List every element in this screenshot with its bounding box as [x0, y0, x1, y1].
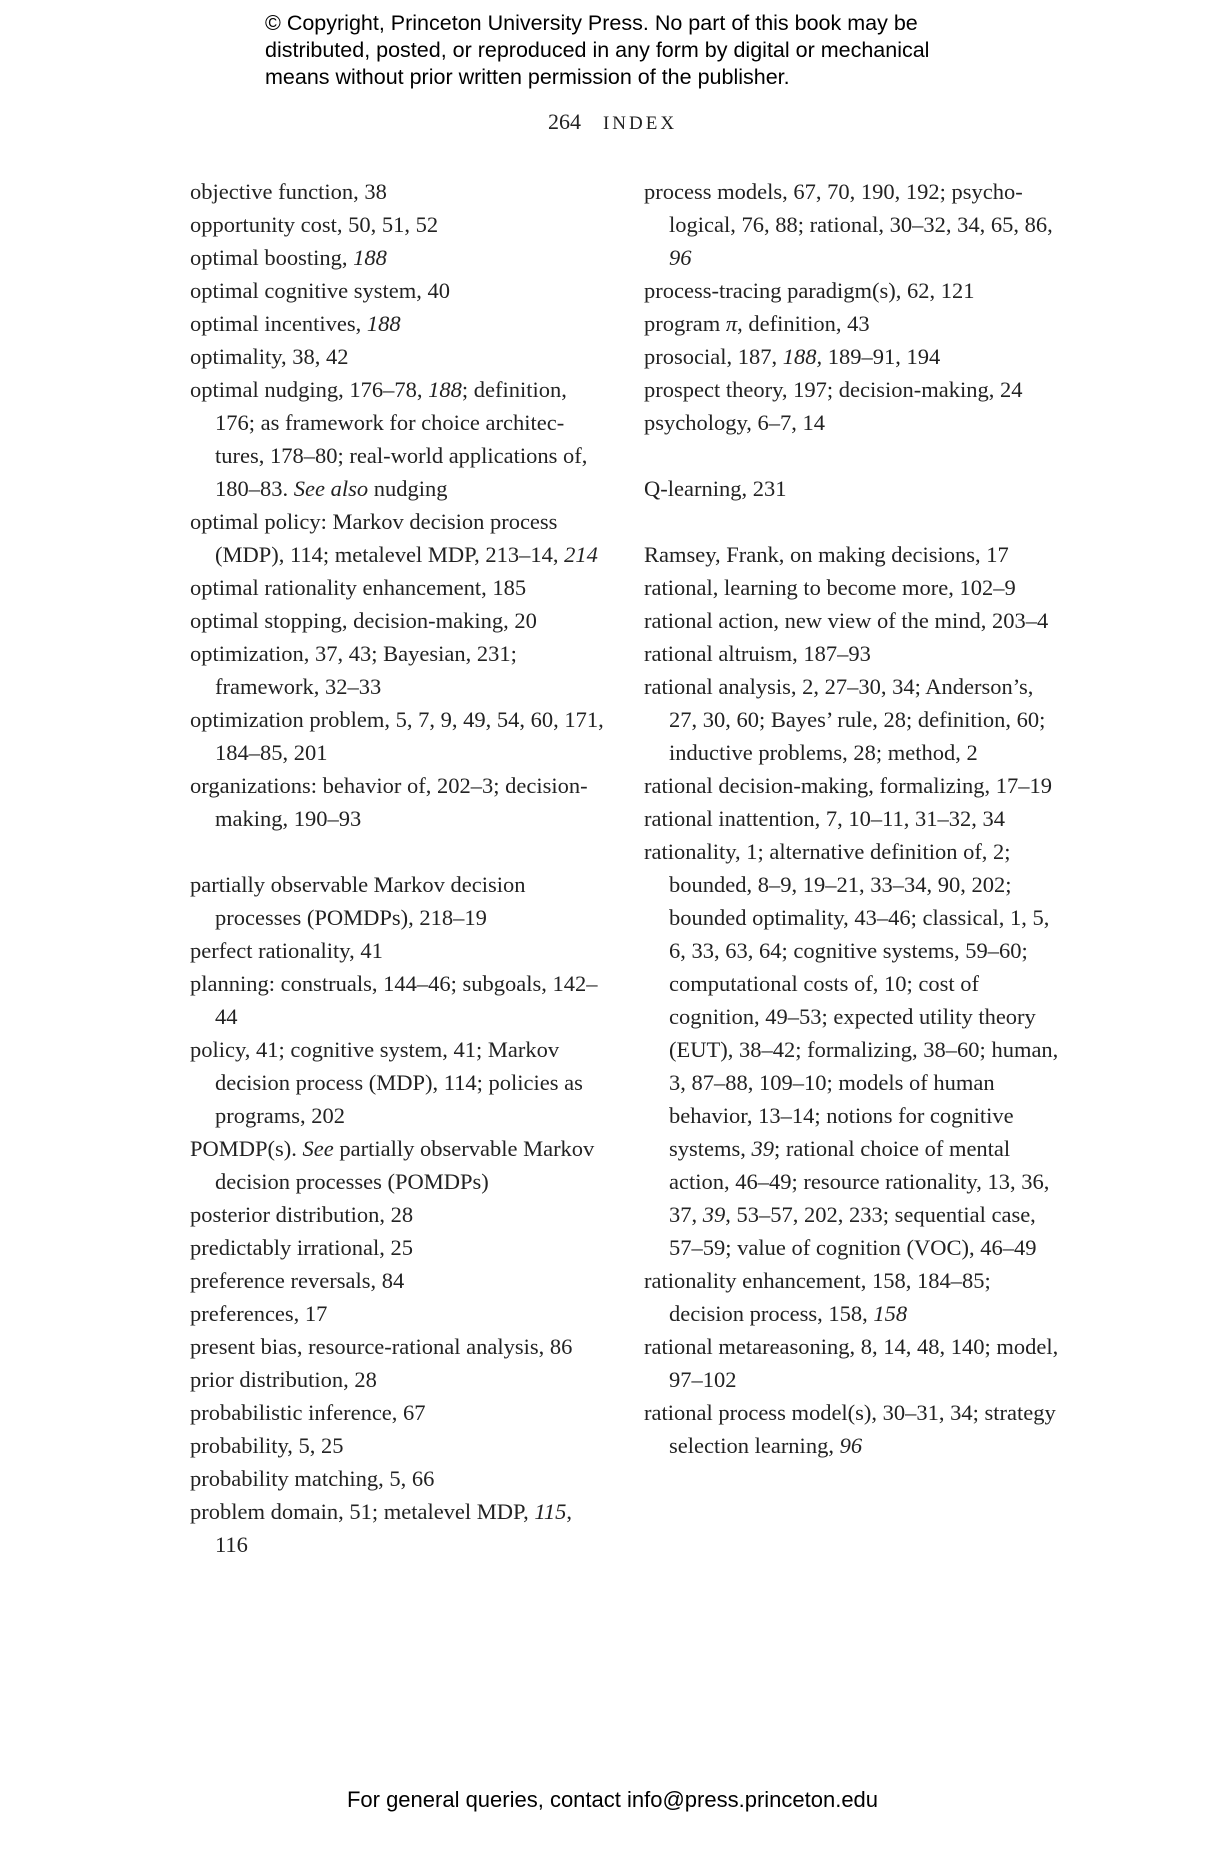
index-entry: rational decision-making, formalizing, 17–19 — [644, 773, 1053, 798]
index-entry: rational action, new view of the mind, 203–4 — [644, 608, 1049, 633]
index-entry: probabilistic inference, 67 — [190, 1400, 426, 1425]
index-entry: probability, 5, 25 — [190, 1433, 344, 1458]
index-entry: psychology, 6–7, 14 — [644, 410, 826, 435]
index-entry: optimal rationality enhancement, 185 — [190, 575, 527, 600]
index-entry: Q-learning, 231 — [644, 476, 787, 501]
index-entry: organizations: behavior of, 202–3; decision-making, 190–93 — [190, 773, 588, 831]
running-head — [0, 108, 1225, 138]
index-entry: optimal policy: Markov decision process (MDP), 114; metalevel MDP, 213–14, 214 — [190, 509, 598, 567]
index-entry: optimization, 37, 43; Bayesian, 231; framework, 32–33 — [190, 641, 517, 699]
index-entry: perfect rationality, 41 — [190, 938, 383, 963]
index-entry: present bias, resource-rational analysis, 86 — [190, 1334, 573, 1359]
index-entry: rationality, 1; alternative definition of, 2; bounded, 8–9, 19–21, 33–34, 90, 202; bounded optimality, 43–46; classical, 1, 5, 6, 33, 63, 64; cognitive systems, 59–60; computational costs of, 10; cost of cognition, 49–53; expected utility theory (EUT), 38–42; formalizing, 38–60; human, 3, 87–88, 109–10; models of human behavior, 13–14; notions for cognitive systems, 39; rational choice of mental action, 46–49; resource rationality, 13, 36, 37, 39, 53–57, 202, 233; sequential case, 57–59; value of cognition (VOC), 46–49 — [644, 839, 1059, 1260]
index-entry: process models, 67, 70, 190, 192; psychological, 76, 88; rational, 30–32, 34, 65, 86, 96 — [644, 179, 1053, 270]
index-entry: posterior distribution, 28 — [190, 1202, 414, 1227]
index-entry: prosocial, 187, 188, 189–91, 194 — [644, 344, 941, 369]
index-entry: opportunity cost, 50, 51, 52 — [190, 212, 439, 237]
index-entry: rational altruism, 187–93 — [644, 641, 871, 666]
index-entry: optimization problem, 5, 7, 9, 49, 54, 60, 171, 184–85, 201 — [190, 707, 604, 765]
index-entry: optimal nudging, 176–78, 188; definition, 176; as framework for choice architectures, 178–80; real-world applications of, 180–83. See also nudging — [190, 377, 588, 501]
index-entry: rational, learning to become more, 102–9 — [644, 575, 1016, 600]
section-title: INDEX — [602, 113, 678, 134]
copyright-notice: © Copyright, Princeton University Press. No part of this book may be distributed, posted, or reproduced in any form by digital or mechanical means without prior written permission of the publisher. — [265, 11, 930, 89]
index-column-left — [190, 175, 605, 1561]
index-entry: probability matching, 5, 66 — [190, 1466, 435, 1491]
index-entry: objective function, 38 — [190, 179, 387, 204]
letter-group-gap — [644, 439, 1064, 472]
letter-group-gap — [190, 835, 605, 868]
index-entry: rationality enhancement, 158, 184–85; decision process, 158, 158 — [644, 1268, 991, 1326]
index-entry: rational process model(s), 30–31, 34; strategy selection learning, 96 — [644, 1400, 1056, 1458]
index-entry: optimality, 38, 42 — [190, 344, 349, 369]
index-entry: POMDP(s). See partially observable Markov decision processes (POMDPs) — [190, 1136, 595, 1194]
index-entry: optimal boosting, 188 — [190, 245, 387, 270]
index-entry: preference reversals, 84 — [190, 1268, 405, 1293]
index-column-right — [644, 175, 1064, 1462]
index-entry: process-tracing paradigm(s), 62, 121 — [644, 278, 975, 303]
index-entry: partially observable Markov decision processes (POMDPs), 218–19 — [190, 872, 526, 930]
page-number: 264 — [547, 109, 581, 134]
index-entry: prior distribution, 28 — [190, 1367, 377, 1392]
index-entry: optimal stopping, decision-making, 20 — [190, 608, 537, 633]
index-entry: preferences, 17 — [190, 1301, 328, 1326]
letter-group-gap — [644, 505, 1064, 538]
index-entry: rational metareasoning, 8, 14, 48, 140; model, 97–102 — [644, 1334, 1059, 1392]
index-entry: problem domain, 51; metalevel MDP, 115, 116 — [190, 1499, 573, 1557]
index-entry: policy, 41; cognitive system, 41; Markov decision process (MDP), 114; policies as programs, 202 — [190, 1037, 583, 1128]
index-entry: Ramsey, Frank, on making decisions, 17 — [644, 542, 1009, 567]
index-entry: predictably irrational, 25 — [190, 1235, 414, 1260]
index-entry: planning: construals, 144–46; subgoals, 142–44 — [190, 971, 598, 1029]
index-entry: prospect theory, 197; decision-making, 24 — [644, 377, 1023, 402]
footer-contact: For general queries, contact info@press.princeton.edu — [346, 1787, 879, 1812]
index-entry: program π, definition, 43 — [644, 311, 870, 336]
index-entry: optimal cognitive system, 40 — [190, 278, 450, 303]
index-entry: rational inattention, 7, 10–11, 31–32, 34 — [644, 806, 1005, 831]
index-entry: rational analysis, 2, 27–30, 34; Anderson’s, 27, 30, 60; Bayes’ rule, 28; definition, 60; inductive problems, 28; method, 2 — [644, 674, 1046, 765]
index-entry: optimal incentives, 188 — [190, 311, 401, 336]
